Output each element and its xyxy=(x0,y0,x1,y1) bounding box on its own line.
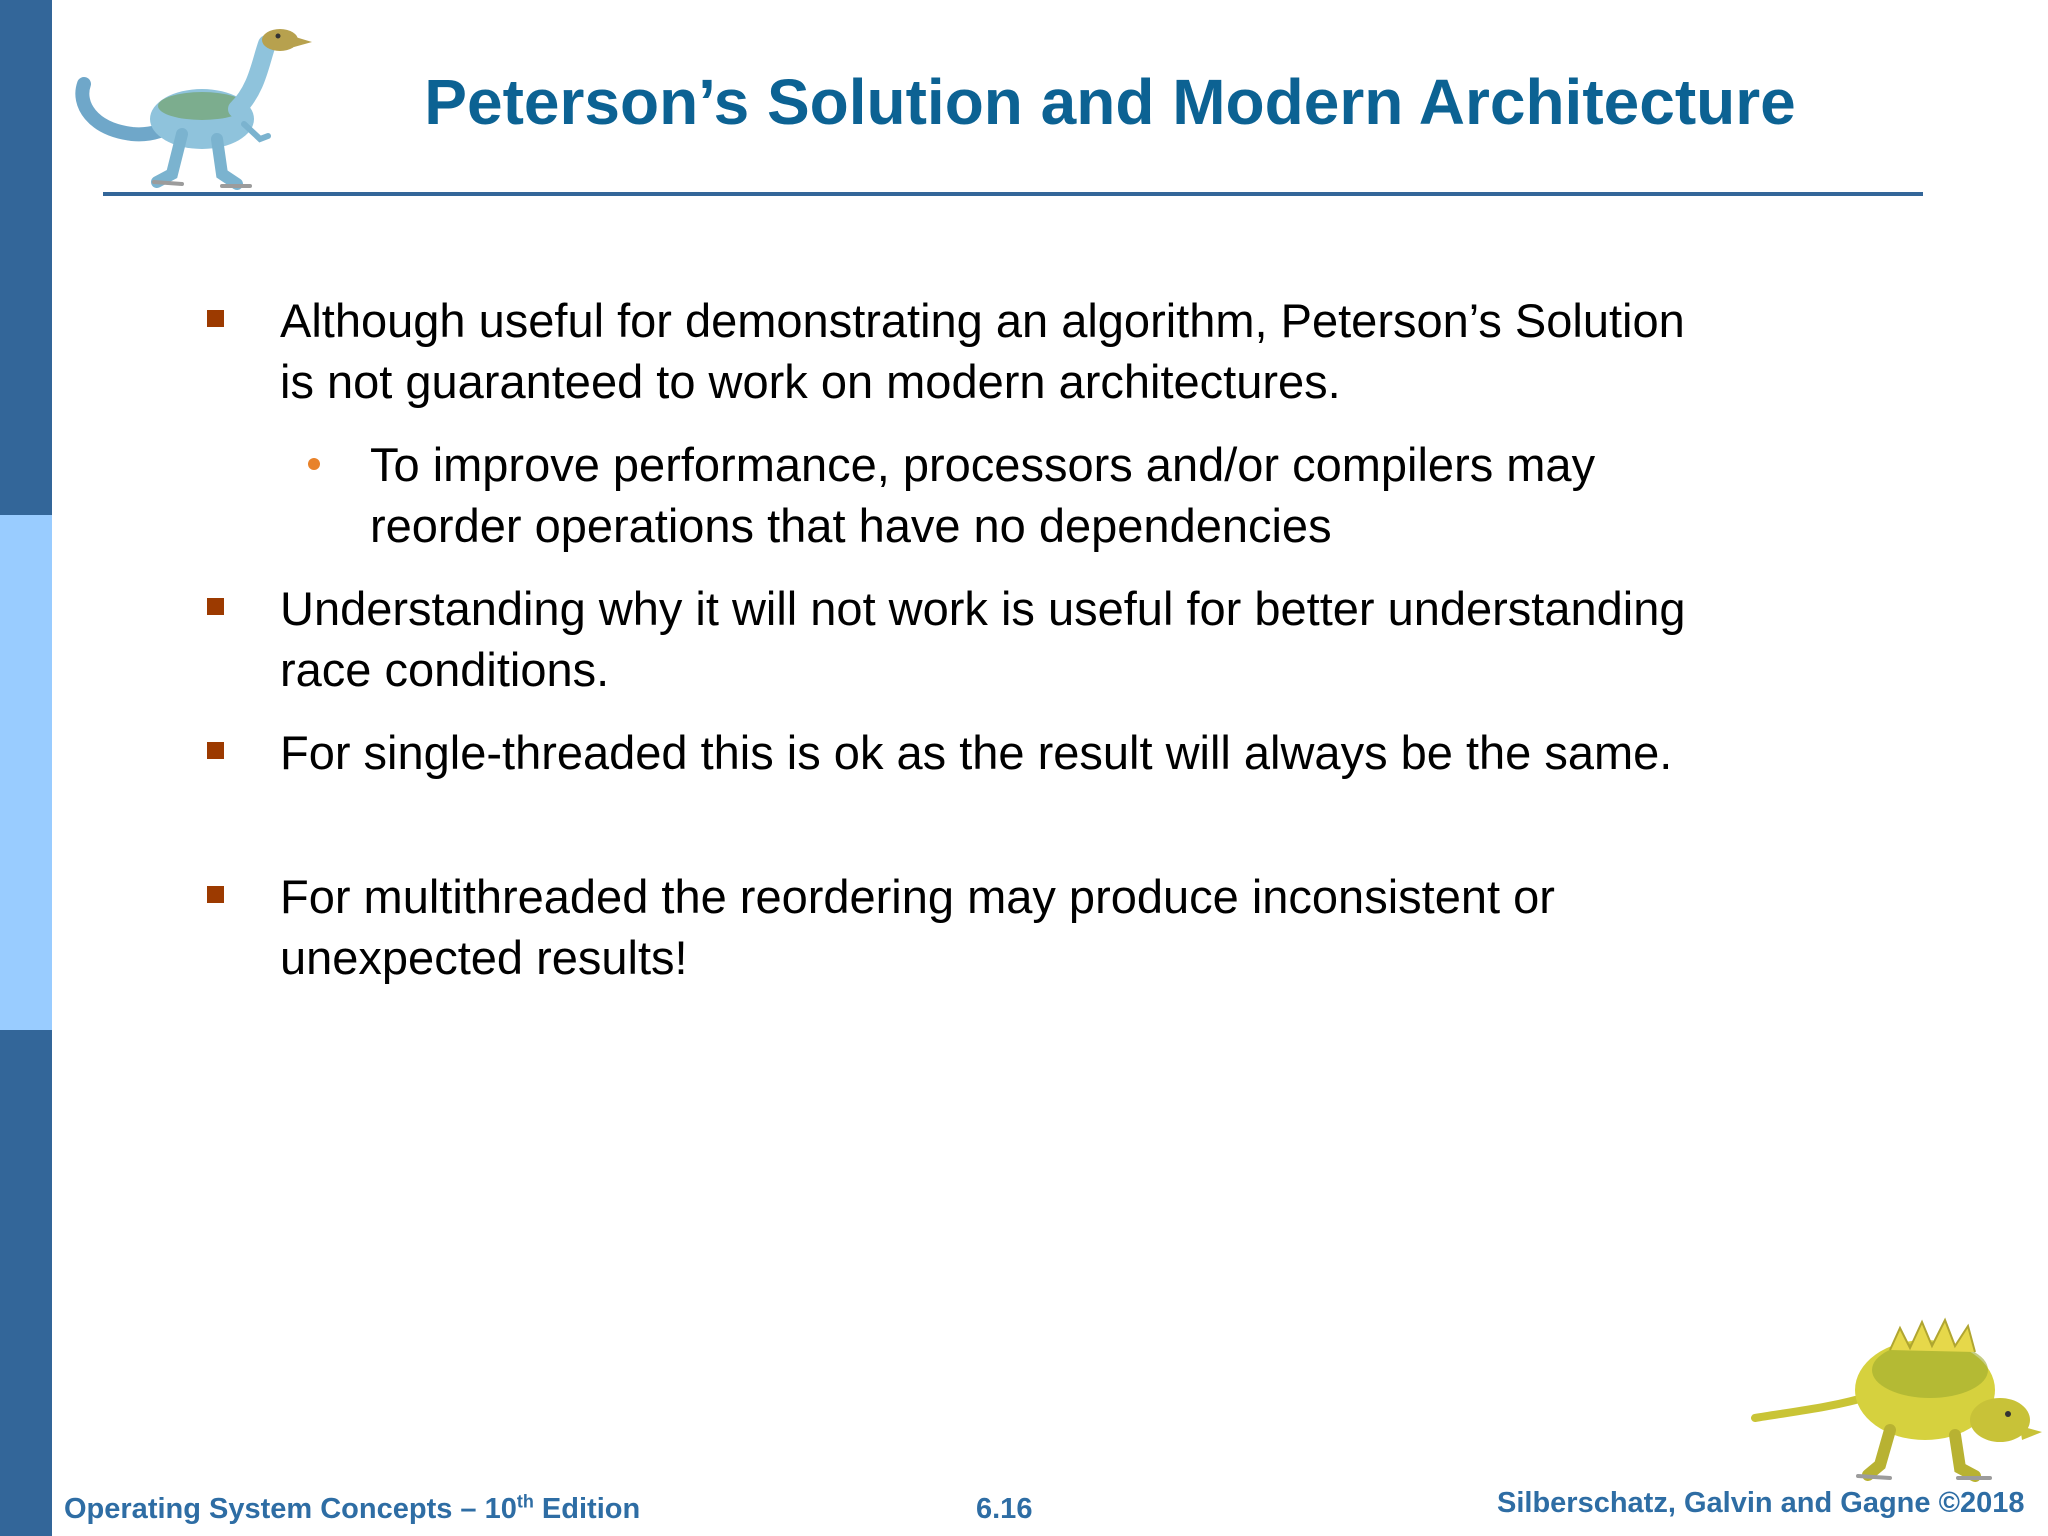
footer-copyright: Silberschatz, Galvin and Gagne ©2018 xyxy=(1497,1487,2025,1519)
square-bullet-icon xyxy=(207,742,224,759)
bullet-text: To improve performance, processors and/or compilers may reorder operations that have no dependencies xyxy=(370,438,1596,552)
footer-book-title-suffix: Edition xyxy=(533,1493,641,1525)
dinosaur-bottom-right-image xyxy=(1750,1300,2048,1485)
bullet-text: For single-threaded this is ok as the result will always be the same. xyxy=(280,726,1673,779)
square-bullet-icon xyxy=(207,886,224,903)
square-bullet-icon xyxy=(207,310,224,327)
bullet-text: For multithreaded the reordering may produce inconsistent or unexpected results! xyxy=(280,870,1555,984)
footer-book-title xyxy=(64,1493,640,1526)
bullet-text: Although useful for demonstrating an algorithm, Peterson’s Solution is not guaranteed to work on modern architectures. xyxy=(280,294,1685,408)
bullet-text: Understanding why it will not work is useful for better understanding race conditions. xyxy=(280,582,1686,696)
slide-title: Peterson’s Solution and Modern Architecture xyxy=(424,66,1796,138)
footer-book-title-prefix: Operating System Concepts – 10 xyxy=(64,1493,517,1525)
footer-slide-number: 6.16 xyxy=(976,1493,1033,1525)
square-bullet-icon xyxy=(207,598,224,615)
footer-book-title-superscript: th xyxy=(516,1491,534,1512)
round-bullet-icon xyxy=(308,458,320,470)
